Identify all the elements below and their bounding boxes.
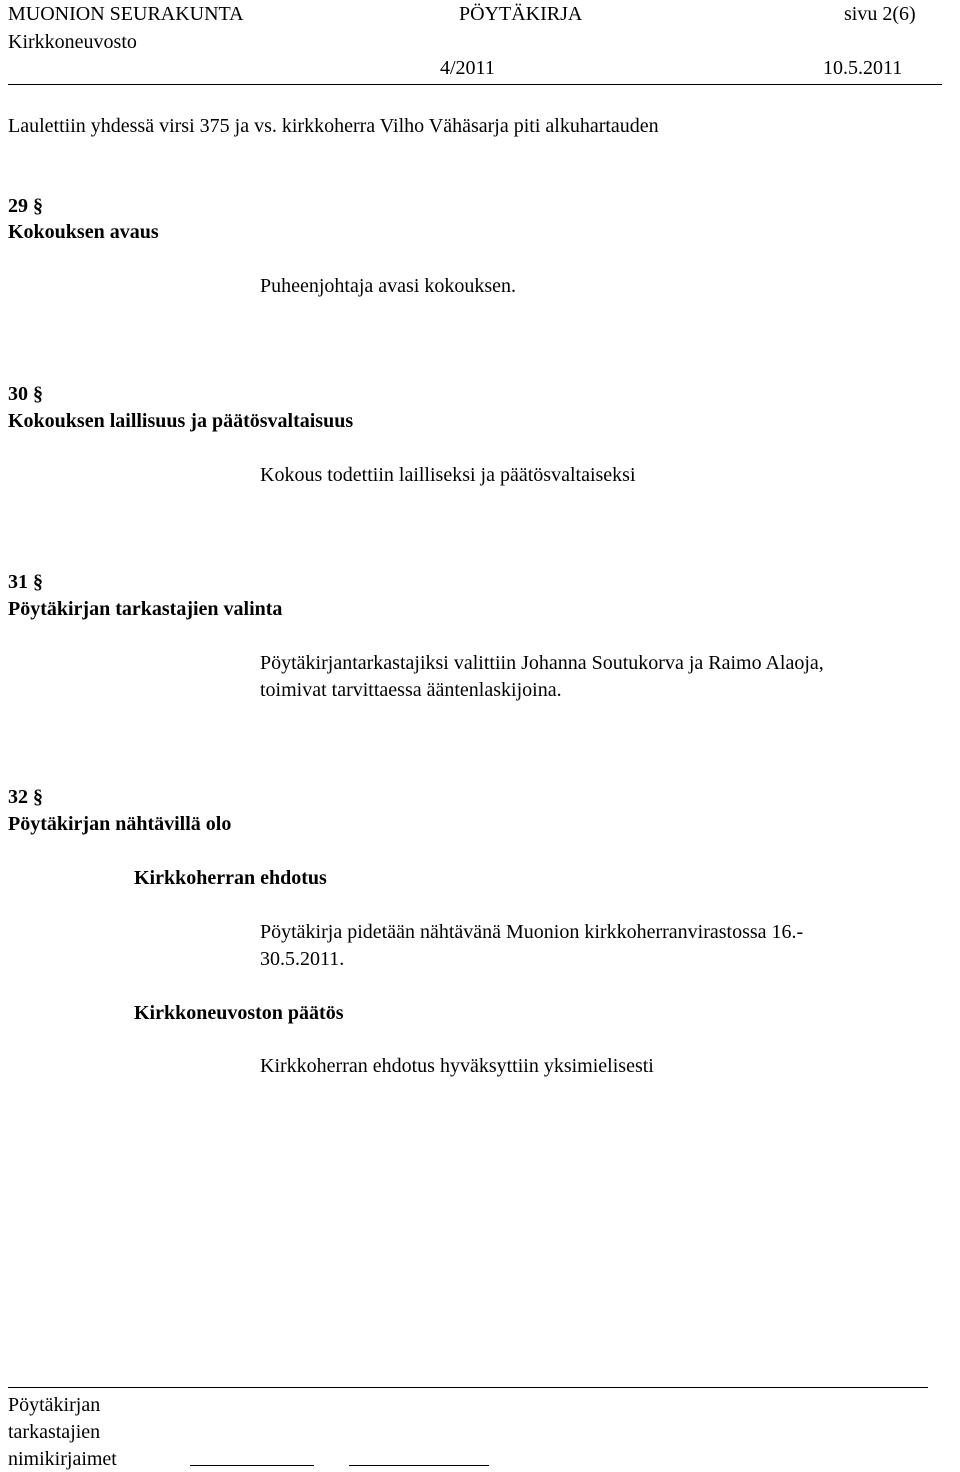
initials-line-2: [349, 1465, 489, 1466]
section-31-text-line1: Pöytäkirjantarkastajiksi valittiin Johanna Soutukorva ja Raimo Alaoja,: [260, 652, 824, 674]
section-29-number: 29 §: [8, 195, 43, 217]
section-symbol: §: [33, 195, 43, 217]
section-30-text: Kokous todettiin lailliseksi ja päätösvaltaiseksi: [260, 464, 636, 486]
section-30-title: Kokouksen laillisuus ja päätösvaltaisuus: [8, 410, 354, 432]
meeting-number: 4/2011: [440, 57, 495, 79]
intro-text: Laulettiin yhdessä virsi 375 ja vs. kirkkoherra Vilho Vähäsarja piti alkuhartauden: [8, 115, 659, 137]
decision-text: Kirkkoherran ehdotus hyväksyttiin yksimielisesti: [260, 1055, 654, 1077]
initials-line-1: [190, 1465, 314, 1466]
section-29-title: Kokouksen avaus: [8, 221, 159, 243]
section-symbol: §: [33, 571, 43, 593]
proposal-text-line2: 30.5.2011.: [260, 948, 345, 970]
section-29-text: Puheenjohtaja avasi kokouksen.: [260, 275, 517, 297]
header-divider: [8, 84, 942, 85]
body-name: Kirkkoneuvosto: [8, 31, 137, 53]
document-type: PÖYTÄKIRJA: [459, 3, 583, 25]
section-31-title: Pöytäkirjan tarkastajien valinta: [8, 598, 283, 620]
section-31-number: 31 §: [8, 571, 43, 593]
section-32-title: Pöytäkirjan nähtävillä olo: [8, 813, 232, 835]
section-symbol: §: [33, 786, 43, 808]
footer-label-line2: tarkastajien: [8, 1421, 101, 1443]
footer-divider: [8, 1387, 928, 1388]
page-number: sivu 2(6): [844, 3, 916, 25]
proposal-text-line1: Pöytäkirja pidetään nähtävänä Muonion kirkkoherranvirastossa 16.-: [260, 921, 804, 943]
organization-name: MUONION SEURAKUNTA: [8, 3, 244, 25]
footer-label-line1: Pöytäkirjan: [8, 1394, 101, 1416]
section-31-text-line2: toimivat tarvittaessa ääntenlaskijoina.: [260, 679, 562, 701]
meeting-date: 10.5.2011: [823, 57, 903, 79]
decision-heading: Kirkkoneuvoston päätös: [134, 1002, 344, 1024]
footer-label-line3: nimikirjaimet: [8, 1448, 117, 1470]
section-32-number: 32 §: [8, 786, 43, 808]
section-symbol: §: [33, 383, 43, 405]
section-30-number: 30 §: [8, 383, 43, 405]
proposal-heading: Kirkkoherran ehdotus: [134, 867, 327, 889]
